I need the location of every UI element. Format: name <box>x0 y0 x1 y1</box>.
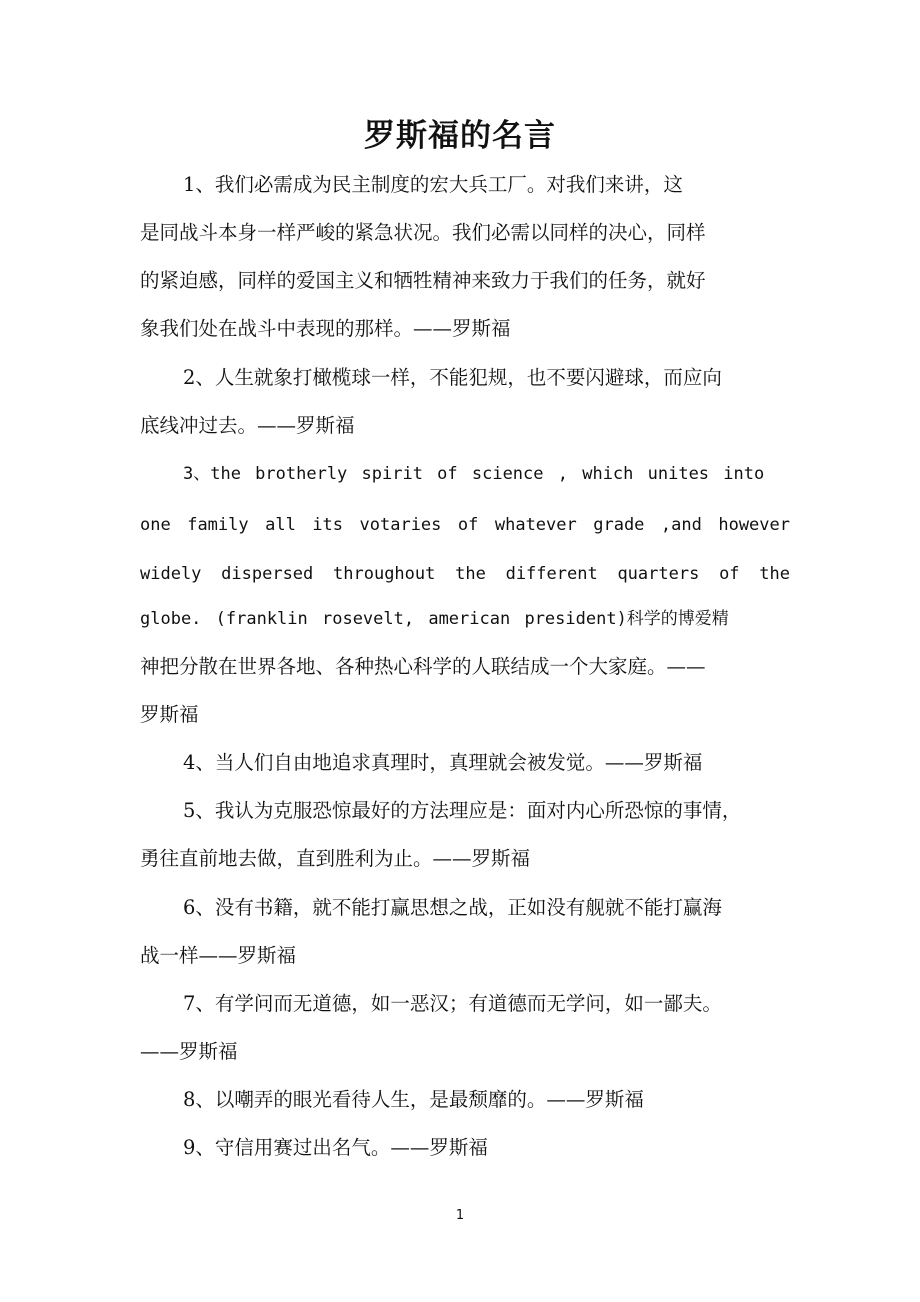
quote-1-line-4: 象我们处在战斗中表现的那样。——罗斯福 <box>140 317 511 340</box>
quote-2-line-2: 底线冲过去。——罗斯福 <box>140 414 355 437</box>
quote-3-line-4: globe. (franklin rosevelt, american president)科学的博爱精 <box>140 609 729 629</box>
quote-9-line-1: 9、守信用赛过出名气。——罗斯福 <box>183 1136 488 1159</box>
quote-3-line-5: 神把分散在世界各地、各种热心科学的人联结成一个大家庭。—— <box>140 655 706 678</box>
quote-3-line-3: widely dispersed throughout the different quarters of the <box>140 564 790 584</box>
quote-6-line-2: 战一样——罗斯福 <box>140 944 297 967</box>
quote-2-line-1: 2、人生就象打橄榄球一样，不能犯规，也不要闪避球，而应向 <box>183 366 722 389</box>
quote-1-line-2: 是同战斗本身一样严峻的紧急状况。我们必需以同样的决心，同样 <box>140 221 706 244</box>
quote-3-line-2: one family all its votaries of whatever grade ,and however <box>140 515 790 535</box>
quote-8-line-1: 8、以嘲弄的眼光看待人生，是最颓靡的。——罗斯福 <box>183 1088 644 1111</box>
quote-3-line-6: 罗斯福 <box>140 703 199 726</box>
page-number: 1 <box>455 1208 465 1223</box>
quote-7-line-1: 7、有学问而无道德，如一恶汉；有道德而无学问，如一鄙夫。 <box>183 992 722 1015</box>
quote-1-line-1: 1、我们必需成为民主制度的宏大兵工厂。对我们来讲，这 <box>183 173 683 196</box>
quote-4-line-1: 4、当人们自由地追求真理时，真理就会被发觉。——罗斯福 <box>183 751 703 774</box>
quote-7-line-2: ——罗斯福 <box>140 1040 238 1063</box>
quote-1-line-3: 的紧迫感，同样的爱国主义和牺牲精神来致力于我们的任务，就好 <box>140 269 706 292</box>
page-title: 罗斯福的名言 <box>364 118 556 154</box>
quote-6-line-1: 6、没有书籍，就不能打赢思想之战，正如没有舰就不能打赢海 <box>183 896 722 919</box>
quote-5-line-1: 5、我认为克服恐惊最好的方法理应是：面对内心所恐惊的事情， <box>183 799 742 822</box>
quote-3-line-1: 3、the brotherly spirit of science , which unites into <box>183 464 765 484</box>
quote-5-line-2: 勇往直前地去做，直到胜利为止。——罗斯福 <box>140 847 531 870</box>
